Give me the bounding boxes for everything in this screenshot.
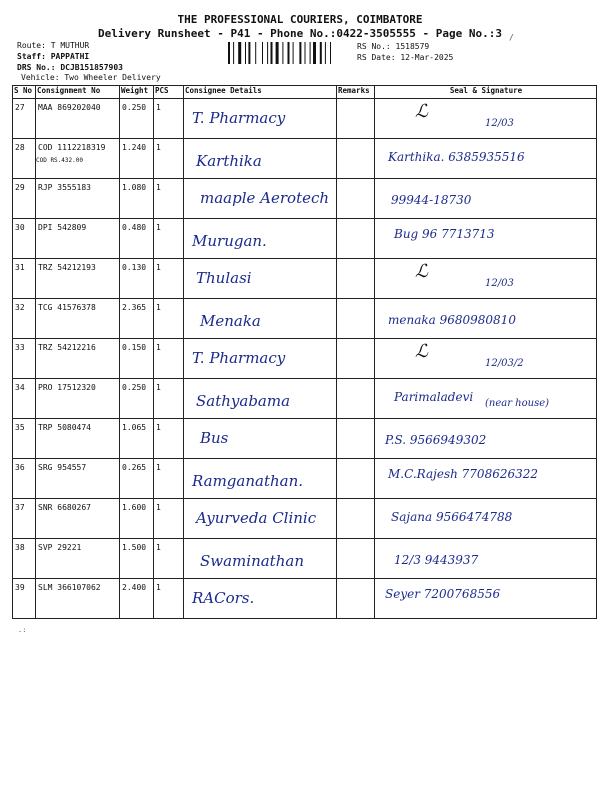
- row-sno: 38: [13, 539, 36, 579]
- consignment-number: DPI 542809: [38, 223, 87, 232]
- row-remarks: [337, 459, 375, 499]
- row-weight: 0.130: [120, 259, 154, 299]
- row-consignment: [36, 219, 120, 259]
- barcode-bar: [288, 42, 290, 64]
- consignment-number: TRP 5080474: [38, 423, 91, 432]
- col-remarks: Remarks: [337, 86, 375, 99]
- signature-note: 12/03/2: [485, 358, 524, 369]
- row-weight: 2.400: [120, 579, 154, 619]
- row-weight: 0.150: [120, 339, 154, 379]
- signature-handwriting: Seyer 7200768556: [385, 587, 501, 601]
- consignee-handwriting: Thulasi: [196, 269, 252, 287]
- row-weight: 0.250: [120, 379, 154, 419]
- corner-tick-mark: /: [509, 33, 514, 42]
- table-row: [13, 299, 597, 339]
- row-seal: [375, 499, 597, 539]
- row-remarks: [337, 179, 375, 219]
- barcode-bar: [248, 42, 250, 64]
- barcode-bar: [293, 42, 294, 64]
- route-label: Route: T MUTHUR: [17, 41, 90, 50]
- barcode-bar: [276, 42, 279, 64]
- row-seal: [375, 419, 597, 459]
- barcode-bar: [282, 42, 283, 64]
- footer-mark: .:: [18, 626, 27, 634]
- row-consignment: [36, 339, 120, 379]
- signature-scribble-icon: ℒ: [415, 261, 428, 282]
- cod-amount: COD RS.432.00: [36, 157, 83, 164]
- row-consignment: [36, 259, 120, 299]
- rs-number: RS No.: 1518579: [357, 42, 430, 51]
- row-sno: 34: [13, 379, 36, 419]
- signature-handwriting: menaka 9680980810: [388, 313, 516, 327]
- row-consignment: [36, 419, 120, 459]
- row-pcs: 1: [154, 379, 184, 419]
- col-seal: Seal & Signature: [375, 86, 597, 99]
- consignee-handwriting: Karthika: [196, 152, 262, 170]
- barcode-bar: [330, 42, 331, 64]
- consignment-number: SRG 954557: [38, 463, 87, 472]
- col-consignee: Consignee Details: [184, 86, 337, 99]
- barcode-bar: [305, 42, 306, 64]
- barcode-bar: [310, 42, 311, 64]
- table-row: [13, 579, 597, 619]
- consignee-handwriting: Sathyabama: [196, 392, 291, 410]
- col-consignment: Consignment No: [36, 86, 120, 99]
- signature-handwriting: P.S. 9566949302: [385, 433, 487, 447]
- signature-note: 12/03: [485, 278, 514, 289]
- barcode-bar: [262, 42, 263, 64]
- consignee-handwriting: T. Pharmacy: [192, 109, 286, 127]
- row-pcs: 1: [154, 139, 184, 179]
- table-row: [13, 139, 597, 179]
- row-sno: 33: [13, 339, 36, 379]
- row-consignment: [36, 539, 120, 579]
- col-weight: Weight: [120, 86, 154, 99]
- row-pcs: 1: [154, 179, 184, 219]
- row-sno: 39: [13, 579, 36, 619]
- runsheet-subtitle: Delivery Runsheet - P41 - Phone No.:0422-3505555 - Page No.:3: [98, 27, 502, 40]
- row-pcs: 1: [154, 499, 184, 539]
- row-consignee: [184, 419, 337, 459]
- col-pcs: PCS: [154, 86, 184, 99]
- row-pcs: 1: [154, 299, 184, 339]
- consignment-number: SNR 6680267: [38, 503, 91, 512]
- signature-handwriting: Karthika. 6385935516: [388, 150, 525, 164]
- signature-handwriting: Parimaladevi: [394, 390, 474, 404]
- consignee-handwriting: Murugan.: [192, 232, 267, 250]
- consignee-handwriting: maaple Aerotech: [200, 189, 330, 207]
- consignment-number: RJP 3555183: [38, 183, 91, 192]
- barcode-bar: [238, 42, 241, 64]
- barcode-bar: [245, 42, 246, 64]
- row-consignee: [184, 379, 337, 419]
- table-row: [13, 499, 597, 539]
- row-seal: [375, 539, 597, 579]
- row-consignee: [184, 299, 337, 339]
- row-remarks: [337, 219, 375, 259]
- row-seal: [375, 219, 597, 259]
- signature-scribble-icon: ℒ: [415, 341, 428, 362]
- col-sno: S No: [13, 86, 36, 99]
- row-seal: [375, 259, 597, 299]
- table-row: [13, 179, 597, 219]
- consignee-handwriting: Ayurveda Clinic: [196, 509, 317, 527]
- row-sno: 30: [13, 219, 36, 259]
- row-weight: 1.600: [120, 499, 154, 539]
- row-consignment: [36, 459, 120, 499]
- row-sno: 31: [13, 259, 36, 299]
- barcode-bar: [233, 42, 234, 64]
- row-consignee: [184, 459, 337, 499]
- signature-handwriting: M.C.Rajesh 7708626322: [388, 467, 539, 481]
- row-remarks: [337, 579, 375, 619]
- table-row: [13, 379, 597, 419]
- consignee-handwriting: Ramganathan.: [192, 472, 304, 490]
- consignment-number: TRZ 54212216: [38, 343, 96, 352]
- row-consignee: [184, 139, 337, 179]
- consignee-handwriting: Swaminathan: [200, 552, 304, 570]
- row-consignee: [184, 179, 337, 219]
- vehicle-label: Vehicle: Two Wheeler Delivery: [21, 73, 161, 82]
- row-sno: 29: [13, 179, 36, 219]
- barcode-bar: [255, 42, 256, 64]
- row-pcs: 1: [154, 579, 184, 619]
- barcode-image: [228, 42, 348, 64]
- barcode-bar: [271, 42, 273, 64]
- consignment-number: SVP 29221: [38, 543, 82, 552]
- company-title: THE PROFESSIONAL COURIERS, COIMBATORE: [177, 13, 423, 26]
- row-seal: [375, 459, 597, 499]
- row-consignment: [36, 179, 120, 219]
- table-row: [13, 539, 597, 579]
- row-consignment: [36, 499, 120, 539]
- row-pcs: 1: [154, 539, 184, 579]
- row-seal: [375, 179, 597, 219]
- consignment-number: MAA 869202040: [38, 103, 101, 112]
- row-remarks: [337, 259, 375, 299]
- staff-label: Staff: PAPPATHI: [17, 52, 90, 61]
- barcode-bar: [228, 42, 230, 64]
- row-seal: [375, 339, 597, 379]
- barcode-bar: [267, 42, 268, 64]
- row-remarks: [337, 539, 375, 579]
- table-row: [13, 259, 597, 299]
- row-weight: 1.080: [120, 179, 154, 219]
- row-consignee: [184, 499, 337, 539]
- signature-scribble-icon: ℒ: [415, 101, 428, 122]
- row-sno: 37: [13, 499, 36, 539]
- row-weight: 1.240: [120, 139, 154, 179]
- row-weight: 0.480: [120, 219, 154, 259]
- rs-date: RS Date: 12-Mar-2025: [357, 53, 454, 62]
- signature-note: (near house): [485, 398, 550, 409]
- consignment-number: TCG 41576378: [38, 303, 96, 312]
- row-weight: 1.065: [120, 419, 154, 459]
- row-sno: 32: [13, 299, 36, 339]
- signature-handwriting: 99944-18730: [391, 193, 472, 207]
- row-weight: 1.500: [120, 539, 154, 579]
- table-row: [13, 219, 597, 259]
- row-remarks: [337, 499, 375, 539]
- row-consignee: [184, 579, 337, 619]
- barcode-bar: [299, 42, 301, 64]
- signature-handwriting: 12/3 9443937: [394, 553, 479, 567]
- signature-handwriting: Bug 96 7713713: [394, 227, 495, 241]
- row-consignment: [36, 379, 120, 419]
- consignment-number: SLM 366107062: [38, 583, 101, 592]
- row-weight: 0.250: [120, 99, 154, 139]
- consignment-number: COD 1112218319: [38, 143, 106, 152]
- row-remarks: [337, 99, 375, 139]
- row-consignment: [36, 579, 120, 619]
- consignee-handwriting: Bus: [200, 429, 229, 447]
- row-seal: [375, 299, 597, 339]
- row-seal: [375, 379, 597, 419]
- row-consignment: [36, 139, 120, 179]
- row-pcs: 1: [154, 259, 184, 299]
- consignment-number: PRO 17512320: [38, 383, 96, 392]
- barcode-bar: [313, 42, 316, 64]
- row-consignment: [36, 299, 120, 339]
- row-sno: 27: [13, 99, 36, 139]
- row-seal: [375, 139, 597, 179]
- row-pcs: 1: [154, 99, 184, 139]
- table-header-row: [13, 86, 597, 99]
- consignee-handwriting: Menaka: [200, 312, 261, 330]
- row-weight: 2.365: [120, 299, 154, 339]
- row-consignee: [184, 339, 337, 379]
- row-remarks: [337, 339, 375, 379]
- row-sno: 35: [13, 419, 36, 459]
- row-consignee: [184, 539, 337, 579]
- row-remarks: [337, 299, 375, 339]
- row-remarks: [337, 419, 375, 459]
- row-pcs: 1: [154, 419, 184, 459]
- consignee-handwriting: T. Pharmacy: [192, 349, 286, 367]
- row-seal: [375, 579, 597, 619]
- row-pcs: 1: [154, 339, 184, 379]
- row-remarks: [337, 139, 375, 179]
- barcode-bar: [325, 42, 326, 64]
- row-seal: [375, 99, 597, 139]
- row-consignee: [184, 259, 337, 299]
- row-consignment: [36, 99, 120, 139]
- row-sno: 28: [13, 139, 36, 179]
- row-consignee: [184, 99, 337, 139]
- delivery-table: [12, 85, 597, 619]
- consignment-number: TRZ 54212193: [38, 263, 96, 272]
- drs-number: DRS No.: DCJB151857903: [17, 63, 123, 72]
- consignee-handwriting: RACors.: [192, 589, 255, 607]
- signature-note: 12/03: [485, 118, 514, 129]
- signature-handwriting: Sajana 9566474788: [391, 510, 513, 524]
- table-row: [13, 459, 597, 499]
- table-row: [13, 419, 597, 459]
- row-consignee: [184, 219, 337, 259]
- row-weight: 0.265: [120, 459, 154, 499]
- row-pcs: 1: [154, 219, 184, 259]
- row-sno: 36: [13, 459, 36, 499]
- row-pcs: 1: [154, 459, 184, 499]
- table-row: [13, 99, 597, 139]
- row-remarks: [337, 379, 375, 419]
- table-row: [13, 339, 597, 379]
- barcode-bar: [320, 42, 322, 64]
